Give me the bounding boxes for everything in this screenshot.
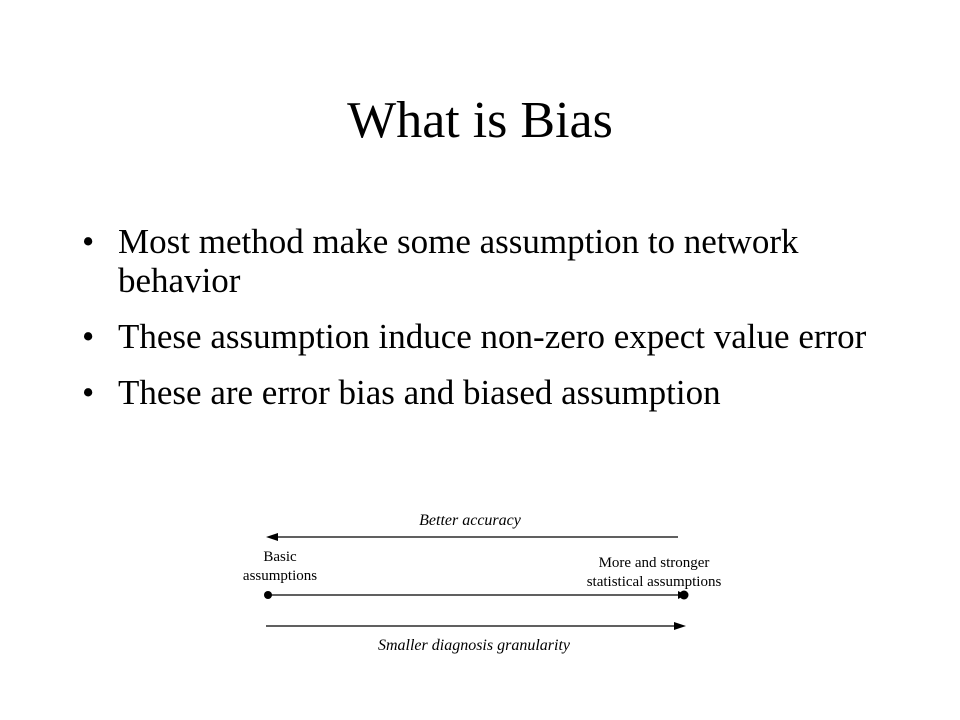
bullet-dot-icon: • (82, 317, 95, 356)
bottom-arrow-label: Smaller diagnosis granularity (377, 637, 571, 654)
left-arrowhead-icon (266, 533, 278, 541)
left-label-line2: assumptions (242, 568, 318, 584)
bullet-text: These are error bias and biased assumption (118, 373, 721, 412)
left-label-line1: Basic (263, 549, 297, 565)
bullet-dot-icon: • (82, 222, 95, 261)
right-endpoint-dot-icon (680, 591, 689, 600)
slide-title: What is Bias (347, 92, 613, 149)
assumption-diagram (230, 505, 750, 665)
right-label-line1: More and stronger (598, 555, 710, 571)
right-arrowhead-icon (674, 622, 686, 630)
bullet-item (82, 373, 882, 412)
top-arrow-label: Better accuracy (419, 512, 521, 529)
bullet-item (82, 317, 882, 356)
bullet-item (82, 222, 882, 300)
bullet-dot-icon: • (82, 373, 95, 412)
bullet-list (82, 222, 882, 429)
left-endpoint-dot-icon (264, 591, 272, 599)
bullet-text: These assumption induce non-zero expect value error (118, 317, 867, 356)
bullet-text: Most method make some assumption to network behavior (118, 222, 799, 300)
right-label-line2: statistical assumptions (586, 574, 722, 590)
